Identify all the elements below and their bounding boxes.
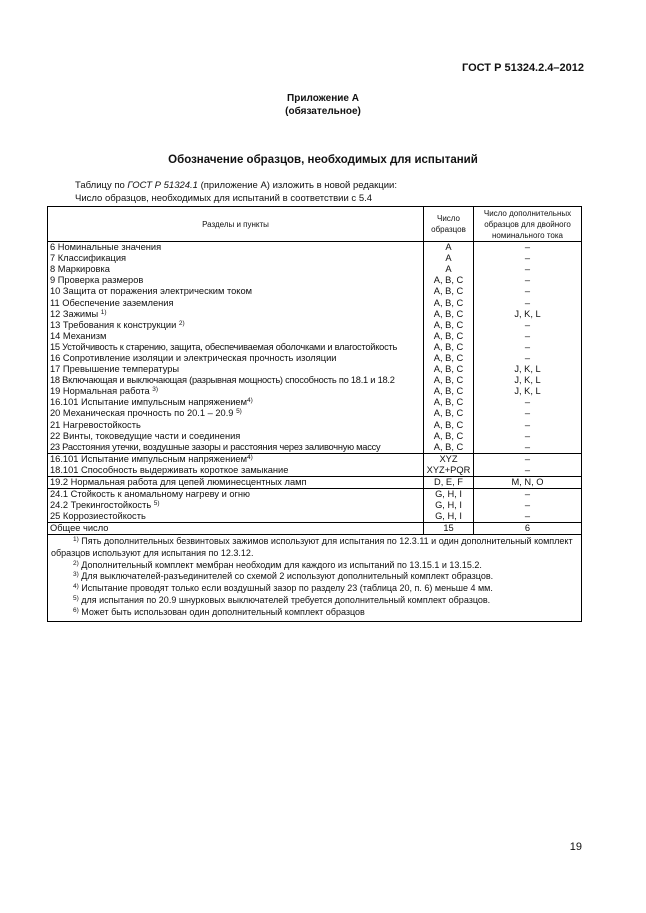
footnote xyxy=(51,583,578,595)
row-sample-count: A, B, C xyxy=(424,364,474,375)
intro-line-1 xyxy=(75,180,397,193)
row-extra-samples: – xyxy=(474,286,582,297)
row-section: 16.101 Испытание импульсным напряжением$^{4)}$ xyxy=(48,397,424,408)
table-header-row xyxy=(48,207,582,242)
footnote xyxy=(51,536,578,560)
row-extra-samples: J, K, L xyxy=(474,386,582,397)
table-row xyxy=(48,397,582,408)
row-extra-samples: – xyxy=(474,342,582,353)
row-extra-samples: – xyxy=(474,465,582,477)
footnote-text: Пять дополнительных безвинтовых зажимов используют для испытания по 12.3.11 и один дополнительный комплект образцов используют для испытания по 12.3.12. xyxy=(51,536,573,558)
footnote-ref: 3) xyxy=(152,386,159,394)
row-section: 19 Нормальная работа $^{3)}$ xyxy=(48,386,424,397)
page-number: 19 xyxy=(569,841,582,853)
row-sample-count: G, H, I xyxy=(424,500,474,511)
row-section: 22 Винты, токоведущие части и соединения xyxy=(48,431,424,442)
row-sample-count: A, B, C xyxy=(424,320,474,331)
row-sample-count: A, B, C xyxy=(424,353,474,364)
row-extra-samples: M, N, O xyxy=(474,476,582,488)
footnote-mark: 1) xyxy=(73,536,79,543)
table-row xyxy=(48,353,582,364)
document-code: ГОСТ Р 51324.2.4–2012 xyxy=(461,62,584,74)
table-row xyxy=(48,465,582,477)
row-extra-samples: J, K, L xyxy=(474,375,582,386)
footnote-text: для испытания по 20.9 шнурковых выключателей требуется дополнительный комплект образцов. xyxy=(78,594,491,605)
table-body xyxy=(48,242,582,535)
row-extra-samples: – xyxy=(474,511,582,523)
row-sample-count: G, H, I xyxy=(424,489,474,501)
table-row xyxy=(48,500,582,511)
intro-line-2: Число образцов, необходимых для испытаний в соответствии с 5.4 xyxy=(75,192,373,204)
row-sample-count: A, B, C xyxy=(424,442,474,454)
row-section: 24.2 Трекингостойкость $^{5)}$ xyxy=(48,500,424,511)
footnotes xyxy=(47,535,582,622)
row-sample-count: XYZ+PQR xyxy=(424,465,474,477)
table-row xyxy=(48,375,582,386)
row-extra-samples: – xyxy=(474,442,582,454)
row-sample-count: A, B, C xyxy=(424,342,474,353)
row-section: 9 Проверка размеров xyxy=(48,275,424,286)
row-section: 20 Механическая прочность по 20.1 – 20.9 $^{5)}$ xyxy=(48,408,424,419)
row-extra-samples: – xyxy=(474,275,582,286)
table-row xyxy=(48,275,582,286)
row-sample-count: A, B, C xyxy=(424,408,474,419)
footnote-mark: 2) xyxy=(73,559,79,567)
row-extra-samples: – xyxy=(474,453,582,465)
intro-text xyxy=(75,180,397,205)
row-sample-count: A, B, C xyxy=(424,431,474,442)
table-row xyxy=(48,297,582,308)
row-sample-count: A xyxy=(424,264,474,275)
row-extra-samples: – xyxy=(474,353,582,364)
footnote-text: Дополнительный комплект мембран необходим для каждого из испытаний по 13.15.1 и 13.15.2. xyxy=(78,559,482,570)
row-section: 17 Превышение температуры xyxy=(48,364,424,375)
row-extra-samples: – xyxy=(474,264,582,275)
table-row xyxy=(48,286,582,297)
row-section: 19.2 Нормальная работа для цепей люминесцентных ламп xyxy=(48,476,424,488)
row-extra-samples: – xyxy=(474,297,582,308)
table-row xyxy=(48,342,582,353)
row-section: 21 Нагревостойкость xyxy=(48,420,424,431)
row-extra-samples: – xyxy=(474,431,582,442)
row-sample-count: A xyxy=(424,253,474,264)
row-section: 16 Сопротивление изоляции и электрическая прочность изоляции xyxy=(48,353,424,364)
footnote xyxy=(51,571,578,583)
footnote xyxy=(51,595,578,607)
row-sample-count: A, B, C xyxy=(424,420,474,431)
row-sample-count: 15 xyxy=(424,523,474,535)
row-extra-samples: – xyxy=(474,489,582,501)
row-sample-count: A, B, C xyxy=(424,286,474,297)
row-sample-count: G, H, I xyxy=(424,511,474,523)
row-section: Общее число xyxy=(48,523,424,535)
row-section: 14 Механизм xyxy=(48,331,424,342)
row-sample-count: A, B, C xyxy=(424,297,474,308)
footnote-mark: 4) xyxy=(73,583,79,591)
section-title: Обозначение образцов, необходимых для испытаний xyxy=(168,154,478,166)
row-section: 25 Коррозиестойкость xyxy=(48,511,424,523)
row-sample-count: A, B, C xyxy=(424,375,474,386)
row-sample-count: A, B, C xyxy=(424,386,474,397)
row-section: 12 Зажимы $^{1)}$ xyxy=(48,309,424,320)
table-row xyxy=(48,442,582,454)
footnote-text: Для выключателей-разъединителей со схемой 2 используют дополнительный комплект образцов. xyxy=(78,571,494,582)
appendix-subtitle: (обязательное) xyxy=(285,106,361,117)
row-extra-samples: – xyxy=(474,420,582,431)
intro-suffix: (приложение А) изложить в новой редакции: xyxy=(197,180,397,191)
table-row xyxy=(48,386,582,397)
row-extra-samples: – xyxy=(474,408,582,419)
footnote-mark: 5) xyxy=(73,594,79,602)
footnote-ref: 4) xyxy=(246,453,253,461)
row-section: 16.101 Испытание импульсным напряжением$^{4)}$ xyxy=(48,453,424,465)
footnote-text: Может быть использован один дополнительный комплект образцов xyxy=(78,606,365,617)
header-sample-count: Число образцов xyxy=(424,207,474,242)
intro-prefix: Таблицу по xyxy=(75,180,128,191)
footnote-ref: 2) xyxy=(178,319,185,327)
footnote xyxy=(51,560,578,572)
row-sample-count: A, B, C xyxy=(424,275,474,286)
table-row xyxy=(48,453,582,465)
footnote-ref: 5) xyxy=(153,500,160,508)
table-row xyxy=(48,331,582,342)
row-extra-samples: – xyxy=(474,331,582,342)
footnote xyxy=(51,607,578,619)
table-row xyxy=(48,320,582,331)
appendix-heading xyxy=(0,92,646,118)
table-row xyxy=(48,523,582,535)
row-sample-count: A xyxy=(424,242,474,254)
row-extra-samples: – xyxy=(474,320,582,331)
table-row xyxy=(48,309,582,320)
footnote-ref: 1) xyxy=(100,308,107,316)
table-row xyxy=(48,364,582,375)
row-section: 6 Номинальные значения xyxy=(48,242,424,254)
table-row xyxy=(48,431,582,442)
row-extra-samples: J, K, L xyxy=(474,364,582,375)
table-row xyxy=(48,242,582,254)
table-row xyxy=(48,511,582,523)
table-row xyxy=(48,420,582,431)
row-extra-samples: – xyxy=(474,242,582,254)
row-section: 10 Защита от поражения электрическим током xyxy=(48,286,424,297)
samples-table xyxy=(47,206,582,535)
row-section: 23 Расстояния утечки, воздушные зазоры и расстояния через заливочную массу xyxy=(48,442,424,454)
row-extra-samples: 6 xyxy=(474,523,582,535)
footnote-mark: 3) xyxy=(73,571,79,579)
row-extra-samples: – xyxy=(474,397,582,408)
row-section: 13 Требования к конструкции $^{2)}$ xyxy=(48,320,424,331)
row-sample-count: A, B, C xyxy=(424,331,474,342)
footnote-text: Испытание проводят только если воздушный зазор по разделу 23 (таблица 20, п. 6) меньше 4 мм. xyxy=(78,583,493,594)
table-row xyxy=(48,253,582,264)
row-section: 15 Устойчивость к старению, защита, обеспечиваемая оболочками и влагостойкость xyxy=(48,342,424,353)
row-extra-samples: – xyxy=(474,500,582,511)
table-row xyxy=(48,408,582,419)
table-row xyxy=(48,476,582,488)
row-section: 8 Маркировка xyxy=(48,264,424,275)
footnote-ref: 4) xyxy=(246,397,253,405)
row-section: 18.101 Способность выдерживать короткое замыкание xyxy=(48,465,424,477)
row-sample-count: A, B, C xyxy=(424,309,474,320)
row-section: 7 Классификация xyxy=(48,253,424,264)
row-section: 24.1 Стойкость к аномальному нагреву и огню xyxy=(48,489,424,501)
header-extra-samples: Число дополнительных образцов для двойного номинального тока xyxy=(474,207,582,242)
row-section: 18 Включающая и выключающая (разрывная мощность) способность по 18.1 и 18.2 xyxy=(48,375,424,386)
table-row xyxy=(48,264,582,275)
footnote-mark: 6) xyxy=(73,606,79,614)
row-sample-count: XYZ xyxy=(424,453,474,465)
row-sample-count: A, B, C xyxy=(424,397,474,408)
row-sample-count: D, E, F xyxy=(424,476,474,488)
appendix-title: Приложение А xyxy=(287,93,359,104)
footnote-ref: 5) xyxy=(236,408,242,416)
intro-standard-ref: ГОСТ Р 51324.1 xyxy=(127,180,198,191)
row-section: 11 Обеспечение заземления xyxy=(48,297,424,308)
row-extra-samples: – xyxy=(474,253,582,264)
row-extra-samples: J, K, L xyxy=(474,309,582,320)
header-sections: Разделы и пункты xyxy=(48,207,424,242)
table-row xyxy=(48,489,582,501)
